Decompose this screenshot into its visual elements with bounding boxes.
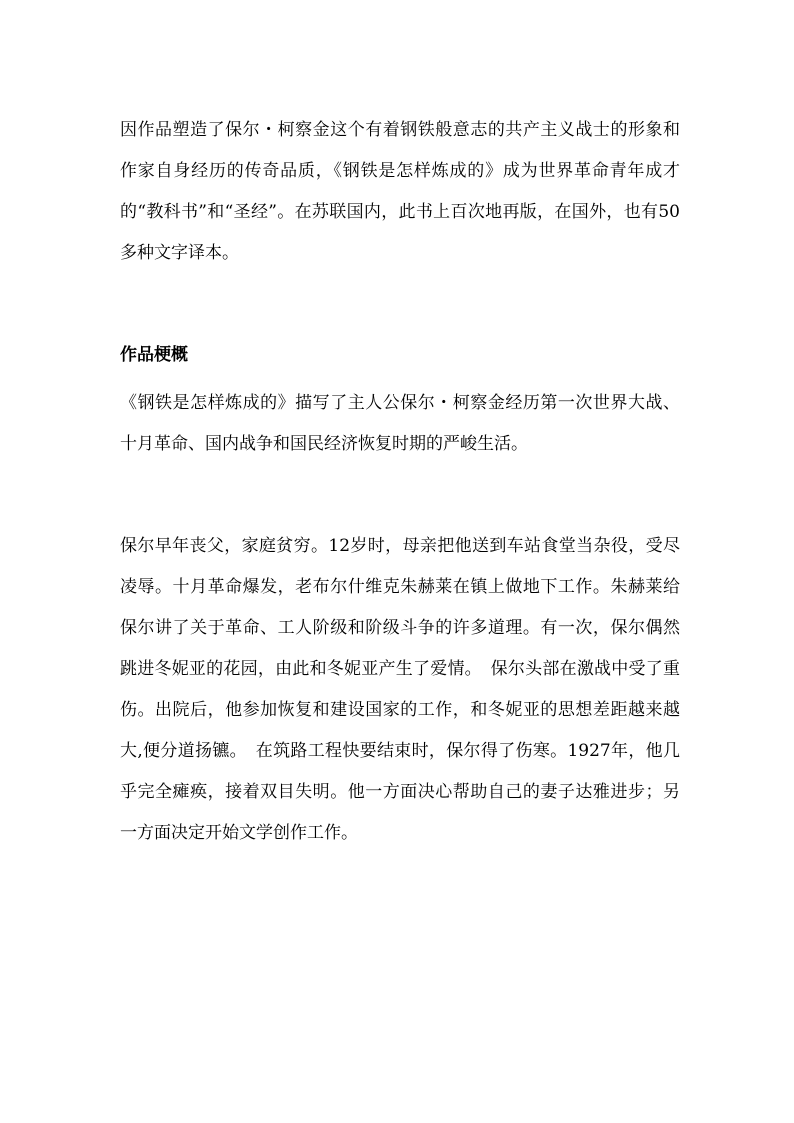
- summary-paragraph: 《钢铁是怎样炼成的》描写了主人公保尔・柯察金经历第一次世界大战、十月革命、国内战争和国民经济恢复时期的严峻生活。: [120, 393, 680, 454]
- paragraph-spacer: [120, 274, 680, 335]
- section-heading: 作品梗概: [120, 345, 188, 365]
- plot-paragraph: 保尔早年丧父，家庭贫穷。12岁时，母亲把他送到车站食堂当杂役，受尽凌辱。十月革命爆发，老布尔什维克朱赫莱在镇上做地下工作。朱赫莱给保尔讲了关于革命、工人阶级和阶级斗争的许多道理。有一次，保尔偶然跳进冬妮亚的花园，由此和冬妮亚产生了爱情。 保尔头部在激战中受了重伤。出院后，他参加恢复和建设国家的工作，和冬妮亚的思想差距越来越大,便分道扬镳。 在筑路工程快要结束时，保尔得了伤寒。1927年，他几乎完全瘫痪，接着双目失明。他一方面决心帮助自己的妻子达雅进步；另一方面决定开始文学创作工作。: [120, 536, 680, 843]
- document-body: [120, 110, 680, 854]
- intro-paragraph: 因作品塑造了保尔・柯察金这个有着钢铁般意志的共产主义战士的形象和作家自身经历的传奇品质，《钢铁是怎样炼成的》成为世界革命青年成才的“教科书”和“圣经”。在苏联国内，此书上百次地再版，在国外，也有50多种文字译本。: [120, 120, 680, 263]
- paragraph-spacer: [120, 465, 680, 526]
- heading-spacer: [120, 376, 680, 383]
